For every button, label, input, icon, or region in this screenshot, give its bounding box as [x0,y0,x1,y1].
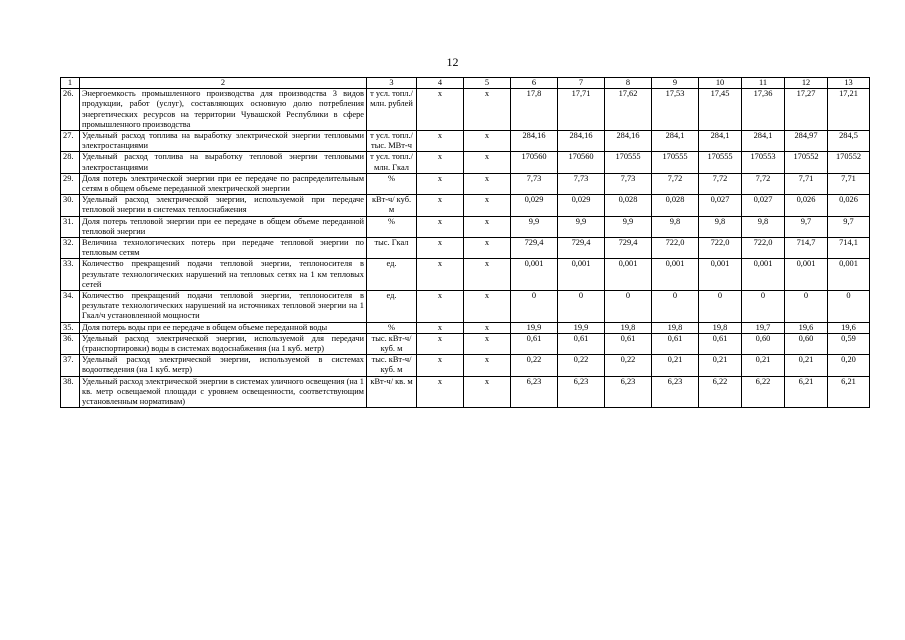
indicator-value: 0,001 [652,259,699,291]
indicator-value: 17,8 [511,89,558,131]
indicator-value: 17,71 [558,89,605,131]
indicator-value: 284,16 [511,131,558,152]
row-number: 36. [61,333,80,354]
indicator-value: 0,001 [785,259,828,291]
cell-col-4: х [417,291,464,323]
row-number: 31. [61,216,80,237]
row-number: 28. [61,152,80,173]
unit-of-measure: тыс. Гкал [367,238,417,259]
unit-of-measure: % [367,173,417,194]
column-number: 4 [417,78,464,89]
indicator-value: 0,21 [699,355,742,376]
table-row [61,291,870,323]
unit-of-measure: ед. [367,259,417,291]
indicator-value: 9,7 [785,216,828,237]
indicator-value: 0,21 [785,355,828,376]
indicator-value: 0,029 [558,195,605,216]
row-number: 29. [61,173,80,194]
table-row [61,131,870,152]
indicator-value: 284,16 [558,131,605,152]
indicator-value: 9,8 [699,216,742,237]
indicator-value: 9,8 [652,216,699,237]
indicator-value: 0,59 [828,333,870,354]
indicator-value: 6,22 [699,376,742,408]
column-number-row [61,78,870,89]
indicator-value: 0,001 [699,259,742,291]
cell-col-5: х [464,322,511,333]
indicator-value: 170552 [828,152,870,173]
row-number: 30. [61,195,80,216]
indicator-value: 9,9 [605,216,652,237]
indicator-name: Количество прекращений подачи тепловой энергии, теплоносителя в результате технологических нарушений на тепловых сетях на 1 км тепловых сетей [80,259,367,291]
indicator-value: 7,73 [511,173,558,194]
indicator-name: Удельный расход топлива на выработку тепловой энергии тепловыми электростанциями [80,152,367,173]
cell-col-4: х [417,131,464,152]
indicator-value: 0 [742,291,785,323]
cell-col-5: х [464,216,511,237]
indicator-value: 0,60 [742,333,785,354]
indicator-value: 0,61 [605,333,652,354]
indicator-value: 0,026 [785,195,828,216]
cell-col-5: х [464,376,511,408]
indicator-value: 284,97 [785,131,828,152]
indicator-value: 0,028 [605,195,652,216]
cell-col-4: х [417,195,464,216]
cell-col-5: х [464,238,511,259]
column-number: 9 [652,78,699,89]
cell-col-4: х [417,355,464,376]
indicator-value: 714,1 [828,238,870,259]
indicator-value: 0,21 [742,355,785,376]
unit-of-measure: ед. [367,291,417,323]
indicator-value: 19,8 [699,322,742,333]
cell-col-4: х [417,376,464,408]
indicator-value: 0,21 [652,355,699,376]
indicator-value: 0 [605,291,652,323]
indicator-value: 0,22 [511,355,558,376]
column-number: 7 [558,78,605,89]
cell-col-4: х [417,173,464,194]
indicator-value: 6,23 [605,376,652,408]
indicator-name: Удельный расход электрической энергии, используемой для передачи (транспортировки) воды в системах водоснабжения (на 1 куб. метр) [80,333,367,354]
indicator-value: 0,22 [605,355,652,376]
indicator-name: Количество прекращений подачи тепловой энергии, теплоносителя в результате технологических нарушений на источниках тепловой энергии на 1 Гкал/ч установленной мощности [80,291,367,323]
indicator-value: 0,001 [605,259,652,291]
table-row [61,333,870,354]
table-row [61,355,870,376]
indicator-value: 17,45 [699,89,742,131]
unit-of-measure: тыс. кВт-ч/ куб. м [367,333,417,354]
indicator-value: 19,6 [828,322,870,333]
indicator-value: 722,0 [699,238,742,259]
indicator-value: 0,20 [828,355,870,376]
row-number: 37. [61,355,80,376]
cell-col-5: х [464,291,511,323]
indicator-value: 7,73 [605,173,652,194]
cell-col-4: х [417,333,464,354]
indicator-value: 0,001 [511,259,558,291]
indicator-name: Доля потерь воды при ее передаче в общем объеме переданной воды [80,322,367,333]
table-row [61,238,870,259]
indicator-value: 7,72 [699,173,742,194]
row-number: 34. [61,291,80,323]
indicator-value: 6,23 [511,376,558,408]
column-number: 2 [80,78,367,89]
row-number: 33. [61,259,80,291]
unit-of-measure: кВт-ч/ кв. м [367,376,417,408]
indicator-value: 9,9 [511,216,558,237]
cell-col-4: х [417,152,464,173]
indicator-value: 284,1 [699,131,742,152]
indicator-value: 284,1 [742,131,785,152]
indicator-name: Энергоемкость промышленного производства для производства 3 видов продукции, работ (услуг), составляющих основную долю потребления энергетических ресурсов на территории Чувашской Республики в сфере промышленного производства [80,89,367,131]
indicator-name: Удельный расход электрической энергии, используемой при передаче тепловой энергии в системах теплоснабжения [80,195,367,216]
indicator-value: 0,61 [558,333,605,354]
indicator-value: 284,5 [828,131,870,152]
indicator-value: 9,8 [742,216,785,237]
indicator-value: 19,8 [605,322,652,333]
indicator-value: 17,21 [828,89,870,131]
indicator-value: 170555 [605,152,652,173]
unit-of-measure: т усл. топл./ тыс. МВт-ч [367,131,417,152]
indicator-value: 6,22 [742,376,785,408]
indicator-value: 0 [558,291,605,323]
indicator-value: 0,001 [742,259,785,291]
indicator-value: 17,36 [742,89,785,131]
row-number: 38. [61,376,80,408]
unit-of-measure: т усл. топл./ млн. рублей [367,89,417,131]
indicator-value: 0 [511,291,558,323]
table-row [61,173,870,194]
indicator-value: 6,21 [785,376,828,408]
indicator-value: 0 [828,291,870,323]
indicators-table [60,77,870,408]
table-row [61,195,870,216]
indicator-value: 0 [699,291,742,323]
cell-col-4: х [417,89,464,131]
cell-col-5: х [464,152,511,173]
indicator-value: 0,61 [699,333,742,354]
page-number: 12 [446,55,459,69]
unit-of-measure: % [367,216,417,237]
unit-of-measure: т усл. топл./ млн. Гкал [367,152,417,173]
indicator-name: Величина технологических потерь при передаче тепловой энергии по тепловым сетям [80,238,367,259]
column-number: 3 [367,78,417,89]
cell-col-5: х [464,131,511,152]
indicator-name: Доля потерь тепловой энергии при ее передаче в общем объеме переданной тепловой энергии [80,216,367,237]
indicator-value: 170555 [652,152,699,173]
indicator-value: 7,71 [785,173,828,194]
row-number: 27. [61,131,80,152]
cell-col-5: х [464,333,511,354]
column-number: 10 [699,78,742,89]
indicator-name: Доля потерь электрической энергии при ее передаче по распределительным сетям в общем объеме переданной электрической энергии [80,173,367,194]
indicator-value: 170552 [785,152,828,173]
indicator-value: 7,73 [558,173,605,194]
indicator-value: 19,6 [785,322,828,333]
indicator-value: 7,72 [652,173,699,194]
cell-col-5: х [464,259,511,291]
indicator-value: 284,16 [605,131,652,152]
cell-col-4: х [417,216,464,237]
indicator-value: 0,60 [785,333,828,354]
unit-of-measure: тыс. кВт-ч/ куб. м [367,355,417,376]
indicator-value: 0,029 [511,195,558,216]
indicator-name: Удельный расход электрической энергии в системах уличного освещения (на 1 кв. метр освещаемой площади с уровнем освещенности, соответствующим установленным нормативам) [80,376,367,408]
indicator-value: 0 [652,291,699,323]
indicator-value: 729,4 [511,238,558,259]
indicator-value: 6,23 [558,376,605,408]
indicator-value: 19,9 [558,322,605,333]
indicator-value: 714,7 [785,238,828,259]
table-row [61,89,870,131]
indicator-name: Удельный расход топлива на выработку электрической энергии тепловыми электростанциями [80,131,367,152]
indicator-value: 0,001 [828,259,870,291]
indicator-value: 0,001 [558,259,605,291]
column-number: 1 [61,78,80,89]
indicator-value: 9,9 [558,216,605,237]
indicator-value: 0,61 [511,333,558,354]
indicator-value: 7,71 [828,173,870,194]
indicator-value: 170560 [558,152,605,173]
cell-col-4: х [417,238,464,259]
indicator-value: 284,1 [652,131,699,152]
cell-col-5: х [464,173,511,194]
indicator-value: 19,9 [511,322,558,333]
indicator-value: 0,027 [742,195,785,216]
table-row [61,152,870,173]
indicator-value: 19,8 [652,322,699,333]
indicator-value: 17,53 [652,89,699,131]
indicator-value: 0,61 [652,333,699,354]
indicator-value: 9,7 [828,216,870,237]
table-row [61,216,870,237]
cell-col-5: х [464,355,511,376]
column-number: 12 [785,78,828,89]
cell-col-4: х [417,322,464,333]
indicator-value: 0 [785,291,828,323]
indicator-value: 7,72 [742,173,785,194]
indicator-value: 0,22 [558,355,605,376]
indicator-value: 17,62 [605,89,652,131]
indicator-value: 0,028 [652,195,699,216]
table-row [61,322,870,333]
indicator-value: 722,0 [742,238,785,259]
cell-col-4: х [417,259,464,291]
indicator-value: 0,027 [699,195,742,216]
column-number: 13 [828,78,870,89]
unit-of-measure: кВт-ч/ куб. м [367,195,417,216]
indicator-value: 6,23 [652,376,699,408]
column-number: 5 [464,78,511,89]
indicator-value: 19,7 [742,322,785,333]
indicator-value: 722,0 [652,238,699,259]
indicator-value: 6,21 [828,376,870,408]
row-number: 26. [61,89,80,131]
indicator-value: 729,4 [558,238,605,259]
table-row [61,259,870,291]
column-number: 6 [511,78,558,89]
column-number: 8 [605,78,652,89]
cell-col-5: х [464,89,511,131]
indicator-name: Удельный расход электрической энергии, используемой в системах водоотведения (на 1 куб. метр) [80,355,367,376]
cell-col-5: х [464,195,511,216]
row-number: 35. [61,322,80,333]
indicator-value: 17,27 [785,89,828,131]
indicator-value: 170560 [511,152,558,173]
column-number: 11 [742,78,785,89]
unit-of-measure: % [367,322,417,333]
indicator-value: 170553 [742,152,785,173]
indicator-value: 0,026 [828,195,870,216]
indicator-value: 170555 [699,152,742,173]
indicator-value: 729,4 [605,238,652,259]
table-row [61,376,870,408]
row-number: 32. [61,238,80,259]
